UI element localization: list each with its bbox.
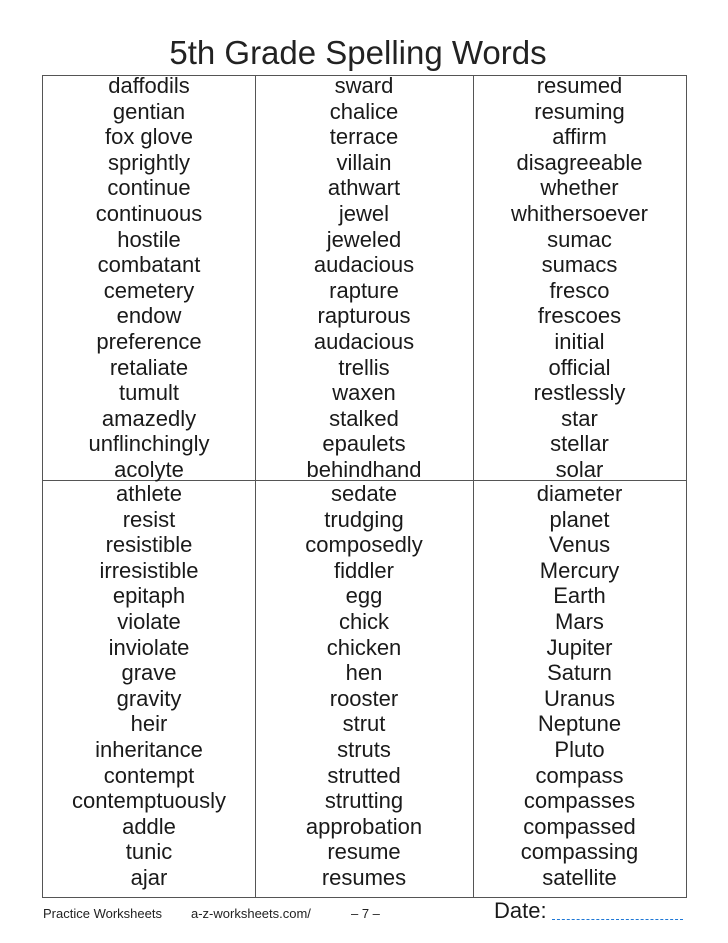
spelling-word: inviolate: [108, 634, 190, 660]
spelling-word: athwart: [327, 175, 401, 201]
spelling-word: resumed: [536, 73, 623, 98]
spelling-word: resumes: [321, 864, 407, 890]
spelling-word: Mercury: [539, 557, 620, 583]
spelling-word: irresistible: [99, 557, 199, 583]
spelling-word: villain: [336, 149, 392, 175]
spelling-word: official: [548, 354, 611, 380]
spelling-word: hen: [345, 660, 383, 686]
spelling-word: star: [561, 405, 598, 431]
spelling-word: rooster: [329, 685, 399, 711]
spelling-word: gravity: [116, 685, 182, 711]
spelling-word: epitaph: [112, 583, 186, 609]
spelling-word: combatant: [97, 252, 201, 278]
spelling-word: Jupiter: [546, 634, 613, 660]
spelling-word: compassed: [523, 813, 636, 839]
spelling-word: initial: [554, 328, 605, 354]
spelling-word: contemptuously: [71, 788, 227, 814]
date-label: Date:: [494, 898, 547, 923]
spelling-word: Mars: [555, 608, 604, 634]
spelling-word: tunic: [125, 839, 173, 865]
spelling-word: resume: [327, 839, 401, 865]
spelling-word: Neptune: [537, 711, 622, 737]
word-list-cell: [43, 481, 255, 891]
spelling-word: chalice: [329, 98, 399, 124]
spelling-word: fox glove: [104, 124, 194, 150]
spelling-word: frescoes: [537, 303, 622, 329]
spelling-word: planet: [549, 506, 610, 532]
spelling-word: compasses: [523, 788, 636, 814]
spelling-word: compass: [535, 762, 624, 788]
word-grid: [42, 75, 687, 898]
spelling-word: hostile: [117, 226, 181, 252]
spelling-word: continuous: [95, 200, 203, 226]
spelling-word: Pluto: [554, 736, 605, 762]
spelling-word: strut: [342, 711, 386, 737]
spelling-word: endow: [116, 303, 182, 329]
spelling-word: audacious: [313, 252, 415, 278]
word-list-cell: [473, 481, 686, 891]
spelling-word: preference: [96, 328, 202, 354]
footer-url[interactable]: a-z-worksheets.com/: [191, 906, 311, 921]
spelling-word: stellar: [550, 431, 609, 457]
spelling-word: daffodils: [108, 73, 190, 98]
spelling-word: rapturous: [317, 303, 411, 329]
spelling-word: egg: [345, 583, 383, 609]
spelling-word: resuming: [534, 98, 625, 124]
spelling-word: waxen: [332, 380, 396, 406]
spelling-word: sward: [334, 73, 394, 98]
spelling-word: solar: [555, 456, 604, 482]
spelling-word: whithersoever: [511, 200, 648, 226]
spelling-word: sumacs: [541, 252, 618, 278]
spelling-word: trellis: [338, 354, 390, 380]
spelling-word: Venus: [548, 532, 611, 558]
spelling-word: amazedly: [101, 405, 197, 431]
spelling-word: trudging: [324, 506, 404, 532]
spelling-word: behindhand: [306, 456, 422, 482]
spelling-word: tumult: [119, 380, 179, 406]
spelling-word: whether: [540, 175, 619, 201]
spelling-word: strutted: [327, 762, 401, 788]
spelling-word: resist: [122, 506, 176, 532]
word-list-cell: [43, 73, 255, 483]
spelling-word: composedly: [305, 532, 423, 558]
spelling-word: contempt: [103, 762, 195, 788]
spelling-word: sprightly: [108, 149, 190, 175]
spelling-word: epaulets: [322, 431, 406, 457]
spelling-word: ajar: [130, 864, 168, 890]
spelling-word: restlessly: [533, 380, 626, 406]
spelling-word: violate: [117, 608, 181, 634]
spelling-word: addle: [122, 813, 176, 839]
footer-brand: Practice Worksheets: [43, 906, 162, 921]
spelling-word: terrace: [329, 124, 399, 150]
spelling-word: Uranus: [544, 685, 615, 711]
spelling-word: approbation: [305, 813, 423, 839]
spelling-word: disagreeable: [516, 149, 643, 175]
word-list-cell: [255, 481, 473, 891]
spelling-word: Earth: [553, 583, 606, 609]
spelling-word: athlete: [115, 481, 183, 506]
spelling-word: inheritance: [95, 736, 203, 762]
spelling-word: acolyte: [114, 456, 184, 482]
spelling-word: audacious: [313, 328, 415, 354]
spelling-word: unflinchingly: [88, 431, 210, 457]
spelling-word: cemetery: [103, 277, 195, 303]
date-input-line[interactable]: [552, 919, 683, 920]
spelling-word: fiddler: [334, 557, 394, 583]
spelling-word: grave: [121, 660, 177, 686]
spelling-word: jewel: [338, 200, 390, 226]
word-list-cell: [473, 73, 686, 483]
spelling-word: fresco: [549, 277, 610, 303]
spelling-word: strutting: [324, 788, 404, 814]
spelling-word: sedate: [330, 481, 398, 506]
spelling-word: sumac: [547, 226, 612, 252]
spelling-word: stalked: [329, 405, 399, 431]
spelling-word: resistible: [105, 532, 193, 558]
spelling-word: struts: [337, 736, 391, 762]
spelling-word: rapture: [329, 277, 399, 303]
spelling-word: Saturn: [547, 660, 612, 686]
spelling-word: compassing: [520, 839, 639, 865]
spelling-word: jeweled: [326, 226, 402, 252]
page-title: 5th Grade Spelling Words: [169, 34, 547, 71]
spelling-word: continue: [107, 175, 191, 201]
spelling-word: satellite: [542, 864, 617, 890]
spelling-word: affirm: [552, 124, 607, 150]
spelling-word: chicken: [326, 634, 402, 660]
spelling-word: retaliate: [109, 354, 189, 380]
spelling-word: chick: [338, 608, 390, 634]
spelling-word: heir: [130, 711, 168, 737]
word-list-cell: [255, 73, 473, 483]
spelling-word: diameter: [536, 481, 623, 506]
spelling-word: gentian: [112, 98, 186, 124]
page-number: – 7 –: [351, 906, 380, 921]
